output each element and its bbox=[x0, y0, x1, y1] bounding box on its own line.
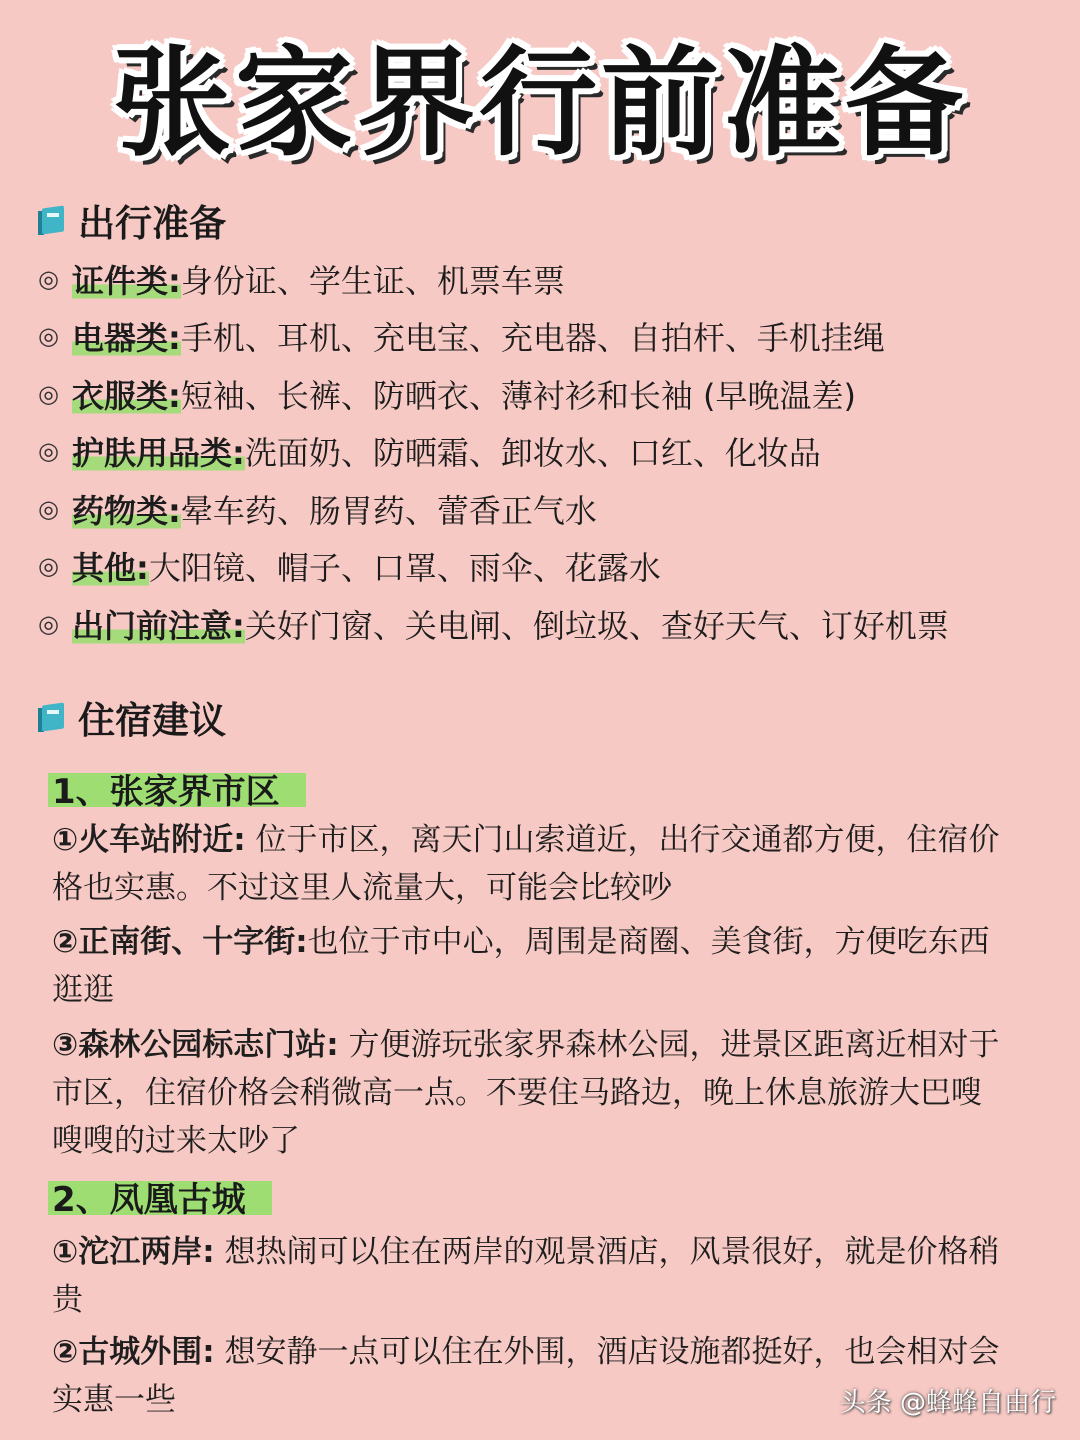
bullet-icon: ◎ bbox=[38, 609, 59, 638]
area-zhangjiajie bbox=[52, 764, 1012, 813]
item-text: 关好门窗、关电闸、倒垃圾、查好天气、订好机票 bbox=[244, 606, 949, 645]
entry-forest-park bbox=[52, 1021, 1012, 1165]
list-item bbox=[38, 538, 1068, 596]
bullet-icon: ◎ bbox=[38, 494, 59, 523]
bullet-icon: ◎ bbox=[38, 437, 59, 466]
watermark: 头条 @蜂蜂自由行 bbox=[839, 1388, 1056, 1418]
entry-text: 也位于市中心，周围是商圈、美食街，方便吃东西逛逛 bbox=[52, 924, 990, 1008]
entry-text: 方便游玩张家界森林公园，进景区距离近相对于市区，住宿价格会稍微高一点。不要住马路边，晚上休息旅游大巴嗖嗖嗖的过来太吵了 bbox=[52, 1027, 1000, 1159]
item-text: 大阳镜、帽子、口罩、雨伞、花露水 bbox=[148, 549, 661, 588]
bullet-icon: ◎ bbox=[38, 264, 59, 293]
item-text: 手机、耳机、充电宝、充电器、自拍杆、手机挂绳 bbox=[180, 319, 885, 358]
entry-text: 想安静一点可以住在外围，酒店设施都挺好，也会相对会实惠一些 bbox=[52, 1334, 1000, 1418]
entry-zhengnan-street bbox=[52, 918, 1012, 1014]
item-text: 洗面奶、防晒霜、卸妆水、口红、化妆品 bbox=[244, 434, 821, 473]
item-text: 短袖、长裤、防晒衣、薄衬衫和长袖 (早晚温差) bbox=[180, 376, 856, 415]
item-label: 其他: bbox=[72, 543, 149, 589]
list-item bbox=[38, 250, 1068, 308]
item-text: 晕车药、肠胃药、蕾香正气水 bbox=[180, 491, 597, 530]
prep-list bbox=[38, 250, 1068, 653]
section-title-prep: 出行准备 bbox=[78, 202, 226, 245]
entry-label: ②正南街、十字街: bbox=[52, 924, 308, 960]
entry-text: 位于市区，离天门山索道近，出行交通都方便，住宿价格也实惠。不过这里人流量大，可能会比较吵 bbox=[52, 822, 1000, 906]
section-heading-prep bbox=[38, 193, 226, 247]
list-item bbox=[38, 365, 1068, 423]
area-heading: 2、凤凰古城 bbox=[48, 1172, 272, 1221]
entry-label: ①火车站附近: bbox=[52, 822, 246, 858]
item-label: 护肤用品类: bbox=[72, 428, 245, 474]
area-heading: 1、张家界市区 bbox=[48, 764, 306, 813]
entry-text: 想热闹可以住在两岸的观景酒店，风景很好，就是价格稍贵 bbox=[52, 1234, 1000, 1318]
list-item bbox=[38, 595, 1068, 653]
section-title-lodging: 住宿建议 bbox=[78, 699, 226, 742]
item-label: 电器类: bbox=[72, 313, 181, 359]
item-label: 药物类: bbox=[72, 486, 181, 532]
entry-train-station bbox=[52, 816, 1012, 912]
bullet-icon: ◎ bbox=[38, 322, 59, 351]
bullet-icon: ◎ bbox=[38, 552, 59, 581]
page-title: 张家界行前准备 bbox=[112, 34, 967, 172]
area-fenghuang bbox=[52, 1172, 1012, 1221]
list-item bbox=[38, 423, 1068, 481]
section-heading-lodging bbox=[38, 690, 226, 744]
entry-tuojiang bbox=[52, 1228, 1012, 1324]
entry-label: ①沱江两岸: bbox=[52, 1234, 215, 1270]
item-label: 出门前注意: bbox=[72, 601, 245, 647]
book-icon bbox=[38, 205, 66, 235]
list-item bbox=[38, 308, 1068, 366]
entry-label: ③森林公园标志门站: bbox=[52, 1027, 339, 1063]
entry-label: ②古城外围: bbox=[52, 1334, 215, 1370]
item-label: 证件类: bbox=[72, 256, 181, 302]
list-item bbox=[38, 480, 1068, 538]
item-text: 身份证、学生证、机票车票 bbox=[180, 261, 565, 300]
item-label: 衣服类: bbox=[72, 371, 181, 417]
bullet-icon: ◎ bbox=[38, 379, 59, 408]
book-icon bbox=[38, 702, 66, 732]
